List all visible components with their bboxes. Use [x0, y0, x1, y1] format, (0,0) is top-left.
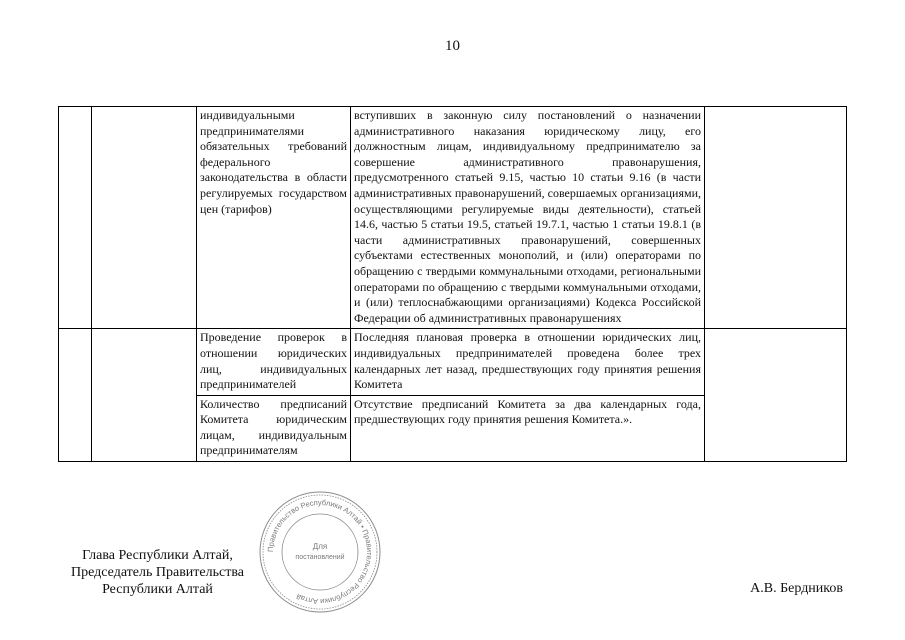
seal-inner-ring: [282, 514, 358, 590]
seal-center-text: постановлений: [295, 554, 345, 561]
signatory-title: [50, 547, 265, 598]
signatory-title-line: Председатель Правительства: [71, 565, 244, 580]
table-cell: [59, 395, 92, 461]
seal-dotted-ring: [263, 495, 377, 609]
table-row: [59, 329, 847, 395]
table-cell: [59, 107, 92, 329]
table-cell: [92, 395, 197, 461]
criterion-cell: Проведение проверок в отношении юридических лиц, индивидуальных предпринимателей: [197, 329, 351, 395]
table-cell: [705, 329, 847, 395]
table-cell: [59, 329, 92, 395]
seal-outer-ring: [260, 492, 380, 612]
table-cell: [705, 395, 847, 461]
indicator-cell: Отсутствие предписаний Комитета за два календарных года, предшествующих году принятия решения Комитета.».: [351, 395, 705, 461]
table-row: [59, 395, 847, 461]
signatory-title-line: Глава Республики Алтай,: [82, 548, 233, 563]
signatory-title-line: Республики Алтай: [102, 582, 213, 597]
table-cell: [92, 329, 197, 395]
table-row: [59, 107, 847, 329]
table-cell: [92, 107, 197, 329]
official-seal: [257, 489, 383, 615]
indicator-cell: Последняя плановая проверка в отношении юридических лиц, индивидуальных предпринимателей проведена более трех календарных лет назад, предшествующих году принятия решения Комитета: [351, 329, 705, 395]
signatory-name: А.В. Бердников: [750, 581, 843, 596]
criterion-cell: Количество предписаний Комитета юридическим лицам, индивидуальным предпринимателям: [197, 395, 351, 461]
seal-ring-text: Правительство Республики Алтай • Правительство Республики Алтай: [265, 497, 375, 607]
document-table: [58, 106, 847, 462]
criterion-cell: индивидуальными предпринимателями обязательных требований федерального законодательства в области регулируемых государством цен (тарифов): [197, 107, 351, 329]
table-cell: [705, 107, 847, 329]
seal-center-text: Для: [312, 542, 328, 551]
indicator-cell: вступивших в законную силу постановлений о назначении административного наказания юридическому лицу, его должностным лицам, индивидуальному предпринимателю за совершение административного правонарушения, предусмотренного статьей 9.15, частью 10 статьи 9.16 (в части административных правонарушений, совершаемых организациями, осуществляющими регулируемые виды деятельности), статьей 14.6, частью 5 статьи 19.5, статьей 19.7.1, частью 1 статьи 19.8.1 (в части административных правонарушений, совершенных субъектами естественных монополий, и (или) операторами по обращению с твердыми коммунальными отходами, региональными операторами по обращению с твердыми коммунальными отходами, и (или) теплоснабжающими организациями) Кодекса Российской Федерации об административных правонарушениях: [351, 107, 705, 329]
page-number: 10: [445, 38, 460, 54]
